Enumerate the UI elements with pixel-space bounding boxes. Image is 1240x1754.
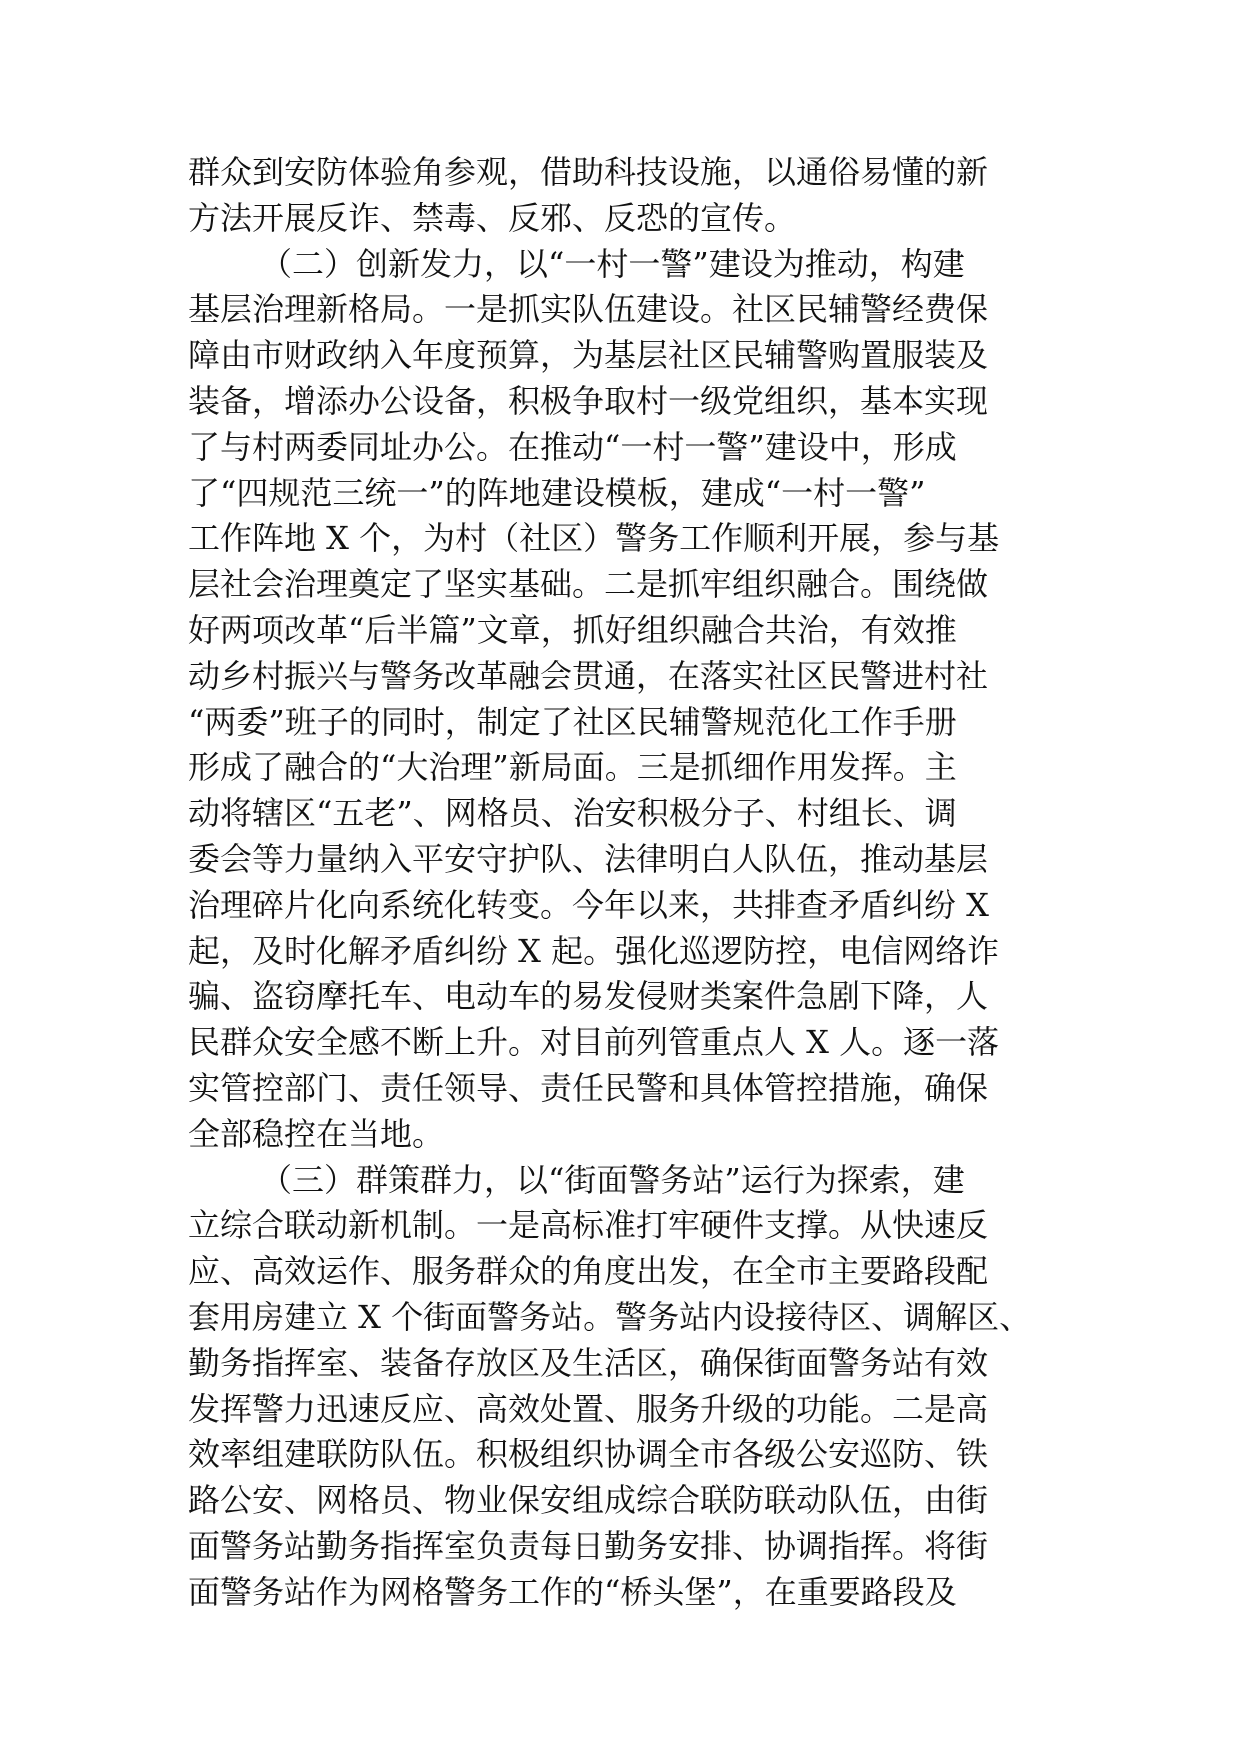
text-line: 应、高效运作、服务群众的角度出发，在全市主要路段配 (188, 1252, 989, 1291)
text-line: 治理碎片化向系统化转变。今年以来，共排查矛盾纠纷 X (188, 885, 989, 924)
text-line: 面警务站勤务指挥室负责每日勤务安排、协调指挥。将街 (188, 1526, 989, 1565)
section-heading-line: （二）创新发力，以“一村一警”建设为推动，构建 (260, 244, 965, 283)
text-line: 发挥警力迅速反应、高效处置、服务升级的功能。二是高 (188, 1389, 989, 1428)
text-line: 障由市财政纳入年度预算，为基层社区民辅警购置服装及 (188, 336, 989, 375)
text-line: 全部稳控在当地。 (188, 1114, 445, 1153)
text-line: 群众到安防体验角参观，借助科技设施，以通俗易懂的新 (188, 153, 989, 191)
text-line: 路公安、网格员、物业保安组成综合联防联动队伍，由街 (188, 1481, 989, 1520)
text-line: 装备，增添办公设备，积极争取村一级党组织，基本实现 (188, 381, 989, 420)
text-line: 了“四规范三统一”的阵地建设模板，建成“一村一警” (188, 473, 926, 512)
text-line: 了与村两委同址办公。在推动“一村一警”建设中，形成 (188, 427, 957, 466)
body-text (188, 150, 1078, 1616)
text-line: 勤务指挥室、装备存放区及生活区，确保街面警务站有效 (188, 1343, 989, 1382)
text-line: 基层治理新格局。一是抓实队伍建设。社区民辅警经费保 (188, 290, 989, 329)
text-line: 套用房建立 X 个街面警务站。警务站内设接待区、调解区、 (188, 1297, 1032, 1336)
section-heading-line: （三）群策群力，以“街面警务站”运行为探索，建 (260, 1160, 965, 1199)
text-line: 面警务站作为网格警务工作的“桥头堡”，在重要路段及 (188, 1572, 957, 1611)
text-line: 起，及时化解矛盾纠纷 X 起。强化巡逻防控，电信网络诈 (188, 931, 1000, 970)
text-line: 委会等力量纳入平安守护队、法律明白人队伍，推动基层 (188, 839, 989, 878)
text-line: 实管控部门、责任领导、责任民警和具体管控措施，确保 (188, 1068, 989, 1107)
text-line: 层社会治理奠定了坚实基础。二是抓牢组织融合。围绕做 (188, 565, 989, 604)
text-line: 方法开展反诈、禁毒、反邪、反恐的宣传。 (188, 198, 797, 237)
text-line: “两委”班子的同时，制定了社区民辅警规范化工作手册 (188, 702, 957, 741)
text-line: 形成了融合的“大治理”新局面。三是抓细作用发挥。主 (188, 748, 957, 787)
text-line: 动将辖区“五老”、网格员、治安积极分子、村组长、调 (188, 794, 957, 833)
text-line: 立综合联动新机制。一是高标准打牢硬件支撑。从快速反 (188, 1206, 989, 1245)
text-line: 工作阵地 X 个，为村（社区）警务工作顺利开展，参与基 (188, 519, 1000, 558)
text-line: 民群众安全感不断上升。对目前列管重点人 X 人。逐一落 (188, 1023, 1000, 1062)
text-line: 好两项改革“后半篇”文章，抓好组织融合共治，有效推 (188, 610, 957, 649)
text-line: 效率组建联防队伍。积极组织协调全市各级公安巡防、铁 (188, 1435, 989, 1474)
text-line: 骗、盗窃摩托车、电动车的易发侵财类案件急剧下降，人 (188, 977, 989, 1016)
text-line: 动乡村振兴与警务改革融会贯通，在落实社区民警进村社 (188, 656, 989, 695)
